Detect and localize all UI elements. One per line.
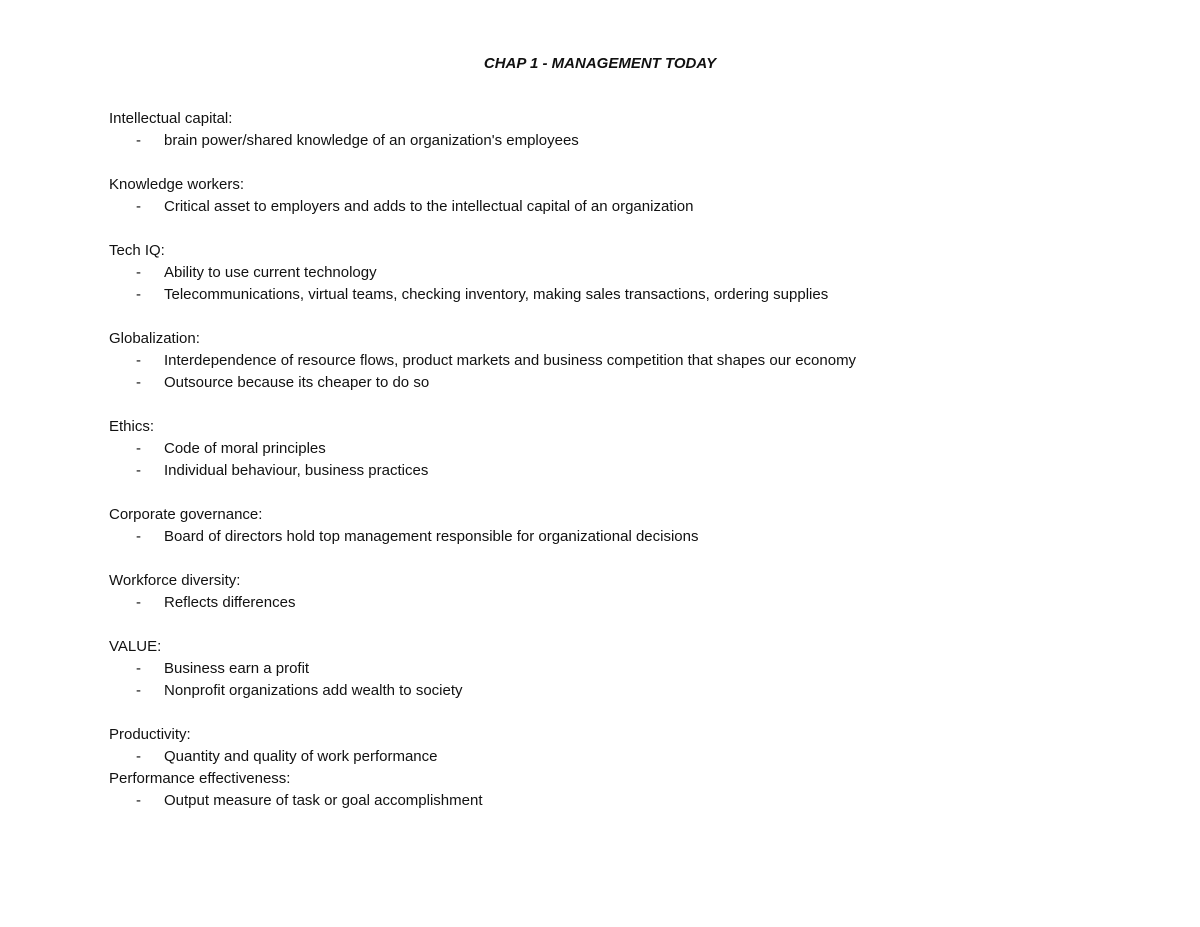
list-item: [109, 262, 1109, 284]
bullet-list: [109, 130, 1109, 152]
bullet-text: Individual behaviour, business practices: [164, 462, 429, 479]
list-item: [109, 372, 1109, 394]
dash-bullet-marker: -: [136, 264, 141, 281]
term-heading: Productivity:: [109, 726, 191, 743]
dash-bullet-marker: -: [136, 286, 141, 303]
term-heading: Corporate governance:: [109, 506, 263, 523]
bullet-list: [109, 196, 1109, 218]
bullet-text: Board of directors hold top management responsible for organizational decisions: [164, 528, 699, 545]
dash-bullet-marker: -: [136, 462, 141, 479]
term-heading: Ethics:: [109, 418, 155, 435]
page-title: CHAP 1 - MANAGEMENT TODAY: [483, 55, 717, 72]
bullet-text: Ability to use current technology: [164, 264, 377, 281]
list-item: [109, 680, 1109, 702]
bullet-text: Output measure of task or goal accomplishment: [164, 792, 483, 809]
bullet-list: [109, 658, 1109, 702]
bullet-text: Telecommunications, virtual teams, checking inventory, making sales transactions, ordering supplies: [164, 286, 829, 303]
list-item: [109, 526, 1109, 548]
term-heading: Globalization:: [109, 330, 200, 347]
bullet-list: [109, 790, 1109, 812]
list-item: [109, 196, 1109, 218]
term-heading: Tech IQ:: [109, 242, 165, 259]
term-heading: Intellectual capital:: [109, 110, 233, 127]
bullet-text: Interdependence of resource flows, product markets and business competition that shapes our economy: [164, 352, 857, 369]
document-body: [109, 108, 1109, 812]
term-section: [109, 108, 1109, 152]
bullet-list: [109, 438, 1109, 482]
bullet-list: [109, 350, 1109, 394]
dash-bullet-marker: -: [136, 198, 141, 215]
dash-bullet-marker: -: [136, 594, 141, 611]
term-heading: Workforce diversity:: [109, 572, 241, 589]
bullet-list: [109, 746, 1109, 768]
bullet-list: [109, 526, 1109, 548]
list-item: [109, 790, 1109, 812]
term-section: [109, 504, 1109, 548]
term-section: [109, 768, 1109, 812]
list-item: [109, 284, 1109, 306]
dash-bullet-marker: -: [136, 792, 141, 809]
list-item: [109, 746, 1109, 768]
list-item: [109, 350, 1109, 372]
term-section: [109, 174, 1109, 218]
bullet-text: Reflects differences: [164, 594, 296, 611]
bullet-text: Critical asset to employers and adds to the intellectual capital of an organization: [164, 198, 694, 215]
dash-bullet-marker: -: [136, 352, 141, 369]
bullet-list: [109, 592, 1109, 614]
term-heading: Knowledge workers:: [109, 176, 245, 193]
term-section: [109, 240, 1109, 306]
list-item: [109, 130, 1109, 152]
list-item: [109, 592, 1109, 614]
bullet-text: Business earn a profit: [164, 660, 310, 677]
dash-bullet-marker: -: [136, 660, 141, 677]
dash-bullet-marker: -: [136, 528, 141, 545]
bullet-text: Quantity and quality of work performance: [164, 748, 438, 765]
term-heading: VALUE:: [109, 638, 162, 655]
dash-bullet-marker: -: [136, 440, 141, 457]
term-section: [109, 724, 1109, 768]
dash-bullet-marker: -: [136, 682, 141, 699]
term-heading: Performance effectiveness:: [109, 770, 291, 787]
bullet-text: brain power/shared knowledge of an organization's employees: [164, 132, 579, 149]
bullet-text: Nonprofit organizations add wealth to society: [164, 682, 463, 699]
list-item: [109, 460, 1109, 482]
term-section: [109, 416, 1109, 482]
bullet-text: Code of moral principles: [164, 440, 326, 457]
list-item: [109, 658, 1109, 680]
bullet-list: [109, 262, 1109, 306]
term-section: [109, 328, 1109, 394]
dash-bullet-marker: -: [136, 748, 141, 765]
bullet-text: Outsource because its cheaper to do so: [164, 374, 430, 391]
dash-bullet-marker: -: [136, 374, 141, 391]
term-section: [109, 636, 1109, 702]
list-item: [109, 438, 1109, 460]
dash-bullet-marker: -: [136, 132, 141, 149]
term-section: [109, 570, 1109, 614]
